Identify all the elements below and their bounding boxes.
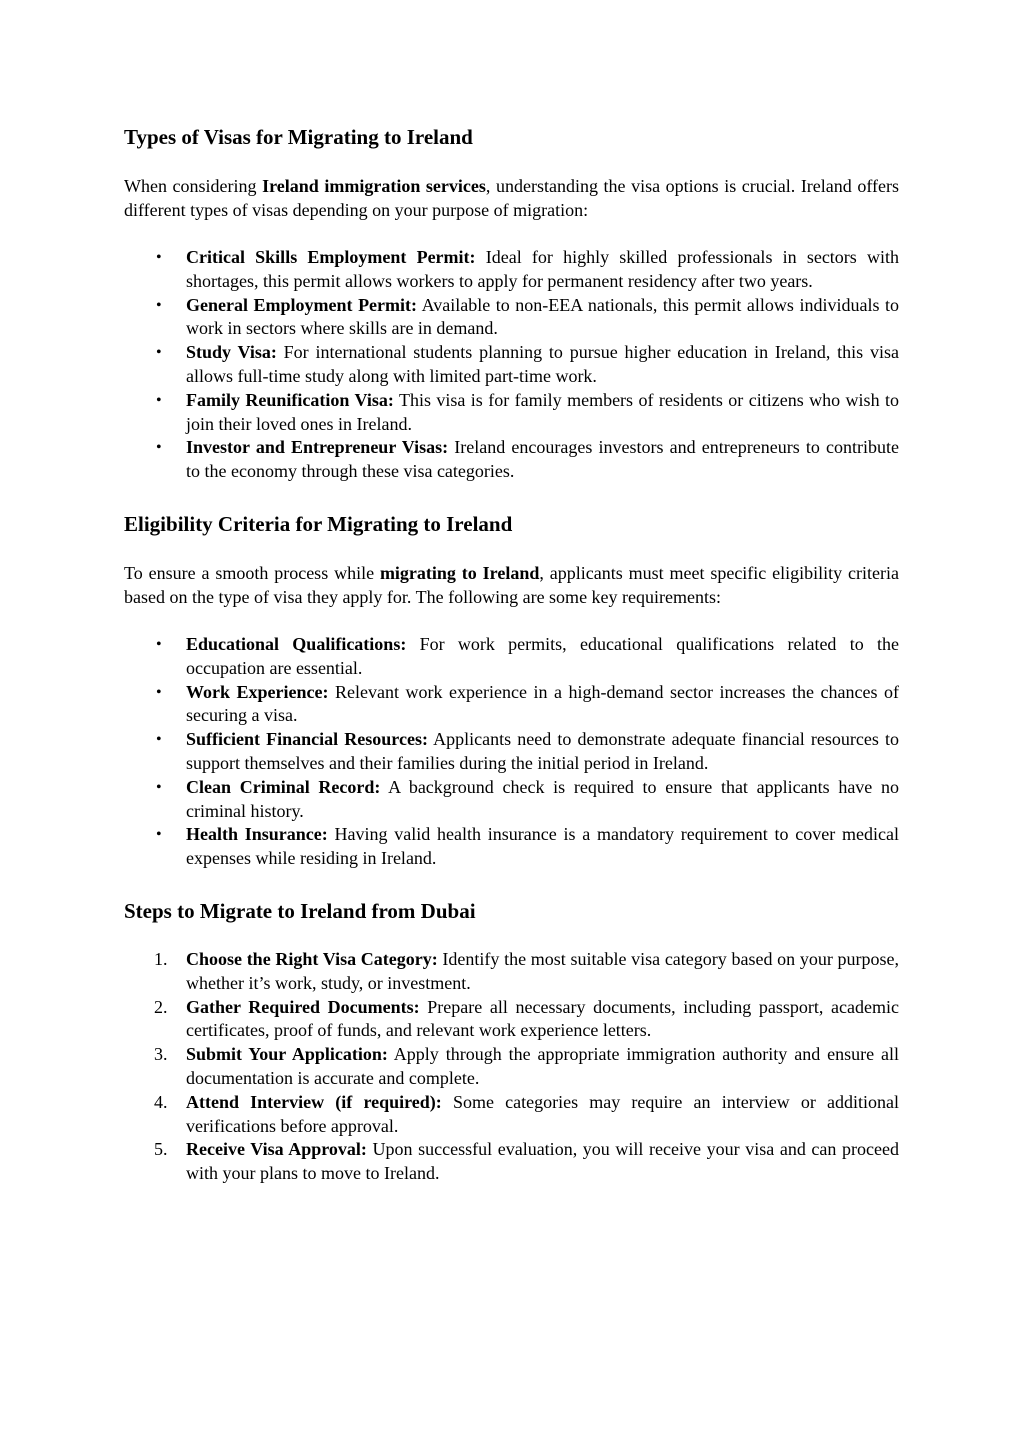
item-text: Available to non-EEA nationals, this permit allows individuals to work in sectors where skills are in demand. — [186, 294, 900, 339]
item-text: Ireland encourages investors and entrepreneurs to contribute to the economy through these visa categories. — [186, 437, 899, 482]
section-heading-eligibility: Eligibility Criteria for Migrating to Ireland — [124, 511, 513, 536]
item-term: Attend Interview (if required): — [186, 1091, 442, 1112]
item-term: Educational Qualifications: — [186, 633, 407, 654]
item-term: Critical Skills Employment Permit: — [186, 247, 476, 267]
bullet-icon: • — [156, 249, 162, 266]
intro-text: When considering — [124, 176, 263, 196]
intro-bold-phrase: migrating to Ireland — [379, 562, 540, 583]
list-item — [124, 948, 899, 996]
item-text: This visa is for family members of residents or citizens who wish to join their loved ones in Ireland. — [186, 389, 899, 434]
list-item — [124, 1138, 899, 1186]
step-number: 3. — [154, 1044, 168, 1065]
list-item — [124, 776, 899, 824]
bullet-icon: • — [156, 826, 162, 844]
list-item — [124, 996, 899, 1044]
item-text: Upon successful evaluation, you will receive your visa and can proceed with your plans to move to Ireland. — [186, 1139, 899, 1184]
section-intro-paragraph — [124, 174, 899, 222]
item-term: Family Reunification Visa: — [186, 389, 394, 410]
item-term: Health Insurance: — [186, 824, 328, 845]
item-text: Applicants need to demonstrate adequate financial resources to support themselves and their families during the initial period in Ireland. — [186, 729, 899, 773]
list-item — [124, 633, 899, 681]
item-term: General Employment Permit: — [186, 294, 418, 315]
item-text: Identify the most suitable visa category based on your purpose, whether it’s work, study, or investment. — [186, 948, 899, 993]
item-term: Clean Criminal Record: — [186, 776, 381, 797]
bullet-icon: • — [156, 635, 162, 653]
bullet-icon: • — [156, 344, 162, 362]
item-text: Apply through the appropriate immigration authority and ensure all documentation is accurate and complete. — [186, 1044, 899, 1088]
item-term: Choose the Right Visa Category: — [186, 948, 438, 969]
item-text: Relevant work experience in a high-demand sector increases the chances of securing a visa. — [186, 681, 899, 726]
list-item — [124, 728, 899, 776]
bullet-icon: • — [156, 391, 162, 409]
item-text: Ideal for highly skilled professionals in sectors with shortages, this permit allows workers to apply for permanent residency after two years. — [186, 247, 899, 291]
section-intro-paragraph — [124, 561, 899, 609]
item-term: Investor and Entrepreneur Visas: — [186, 437, 449, 458]
document-page — [124, 122, 899, 1186]
bullet-icon: • — [156, 778, 162, 796]
bullet-icon: • — [156, 683, 162, 701]
list-item — [124, 1043, 899, 1091]
steps-list — [124, 948, 899, 1186]
item-term: Receive Visa Approval: — [186, 1139, 367, 1160]
list-item — [124, 341, 899, 389]
item-text: Some categories may require an interview or additional verifications before approval. — [186, 1091, 899, 1136]
item-text: Having valid health insurance is a mandatory requirement to cover medical expenses while residing in Ireland. — [186, 824, 899, 869]
bullet-icon: • — [156, 296, 162, 314]
step-number: 2. — [154, 996, 168, 1017]
list-item — [124, 1091, 899, 1139]
bullet-icon: • — [156, 439, 162, 457]
intro-text: , applicants must meet specific eligibility criteria based on the type of visa they apply for. The following are some key requirements: — [124, 562, 899, 607]
item-text: For work permits, educational qualifications related to the occupation are essential. — [186, 633, 899, 678]
item-text: For international students planning to pursue higher education in Ireland, this visa allows full-time study along with limited part-time work. — [186, 342, 899, 386]
section-heading-visa-types: Types of Visas for Migrating to Ireland — [124, 125, 473, 149]
step-number: 4. — [154, 1091, 168, 1112]
intro-text: , understanding the visa options is crucial. Ireland offers different types of visas depending on your purpose of migration: — [124, 176, 900, 220]
item-term: Study Visa: — [186, 342, 277, 363]
item-term: Submit Your Application: — [186, 1044, 388, 1065]
section-heading-steps: Steps to Migrate to Ireland from Dubai — [124, 898, 476, 923]
item-term: Work Experience: — [186, 681, 329, 702]
item-term: Gather Required Documents: — [186, 996, 420, 1017]
item-text: A background check is required to ensure that applicants have no criminal history. — [186, 776, 900, 821]
list-item — [124, 823, 899, 871]
list-item — [124, 389, 899, 437]
item-text: Prepare all necessary documents, including passport, academic certificates, proof of funds, and relevant work experience letters. — [186, 996, 899, 1041]
intro-text: To ensure a smooth process while — [124, 562, 380, 583]
visa-types-list — [124, 246, 899, 484]
step-number: 1. — [154, 948, 168, 969]
item-term: Sufficient Financial Resources: — [186, 729, 428, 750]
list-item — [124, 681, 899, 729]
list-item — [124, 436, 899, 484]
list-item — [124, 246, 899, 294]
bullet-icon: • — [156, 731, 162, 749]
intro-bold-phrase: Ireland immigration services — [262, 176, 486, 196]
step-number: 5. — [154, 1139, 168, 1160]
eligibility-list — [124, 633, 899, 871]
list-item — [124, 294, 899, 342]
